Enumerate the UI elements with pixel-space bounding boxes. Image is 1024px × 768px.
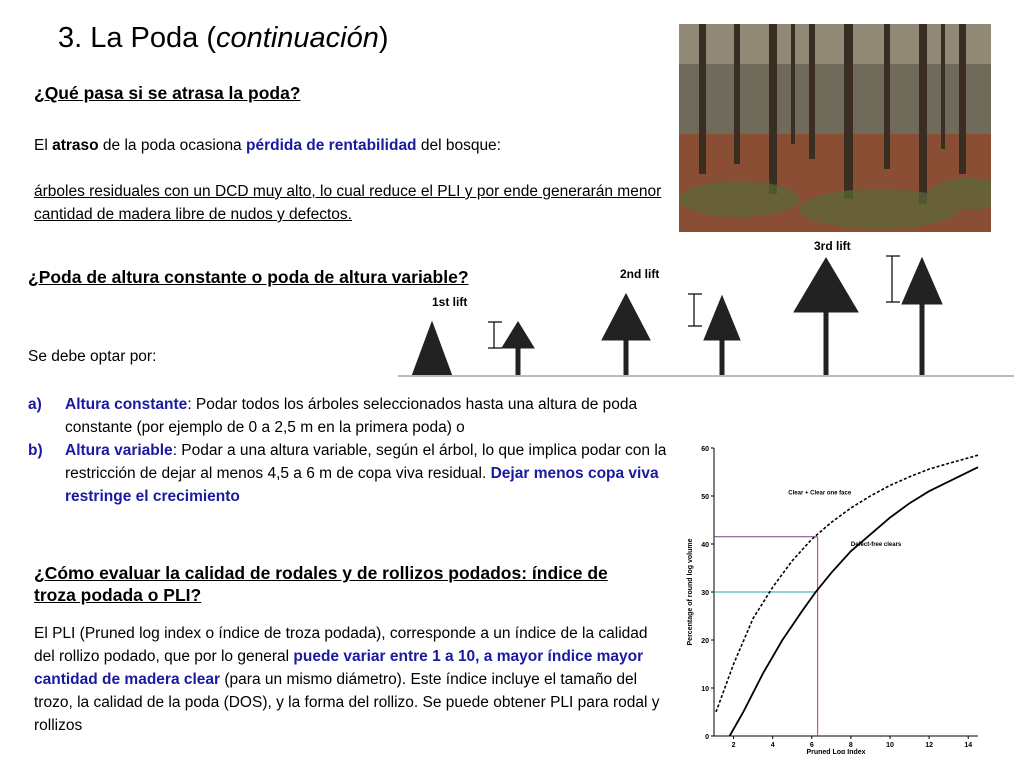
y-tick-label: 50 <box>701 494 709 501</box>
delay-paragraph: El atraso de la poda ocasiona pérdida de rentabilidad del bosque: <box>34 137 501 154</box>
page-title: 3. La Poda (continuación) <box>58 22 389 54</box>
tree-2 <box>502 322 534 348</box>
y-tick-label: 40 <box>701 542 709 549</box>
lift-label-1: 1st lift <box>432 295 468 309</box>
residual-trees-text: árboles residuales con un DCD muy alto, lo cual reduce el PLI y por ende generarán menor cantidad de madera libre de nudos y defectos. <box>34 183 662 223</box>
tree-4 <box>704 296 740 340</box>
x-tick-label: 2 <box>731 742 736 749</box>
tree-6 <box>902 258 942 304</box>
series-label-1: Clear + Clear one face <box>788 490 852 497</box>
pli-chart <box>680 440 980 754</box>
section-heading-delay: ¿Qué pasa si se atrasa la poda? <box>34 83 301 103</box>
y-tick-label: 10 <box>701 686 709 693</box>
tree-5 <box>794 258 858 312</box>
list-item: a) Altura constante: Podar todos los árboles seleccionados hasta una altura de poda constante (por ejemplo de 0 a 2,5 m en la primera poda) o <box>28 396 638 436</box>
y-tick-label: 30 <box>701 590 709 597</box>
section-heading-height: ¿Poda de altura constante o poda de altura variable? <box>28 267 469 287</box>
x-tick-label: 12 <box>925 742 934 749</box>
x-tick-label: 6 <box>809 742 814 749</box>
series-line-2 <box>730 467 978 736</box>
section-heading-pli: ¿Cómo evaluar la calidad de rodales y de rollizos podados: índice de troza podada o PLI? <box>34 563 608 605</box>
x-tick-label: 4 <box>770 742 775 749</box>
y-axis-label: Percentage of round log volume <box>687 538 694 646</box>
forest-illustration <box>679 24 991 232</box>
pli-paragraph: El PLI (Pruned log index o índice de troza podada), corresponde a un índice de la calidad del rollizo podado, que por lo general puede variar entre 1 a 10, a mayor índice mayor cantidad de madera clear (para un mismo diámetro). Este índice incluye el tamaño del trozo, la calidad de la poda (DOS), y la forma del rollizo. Se puede obtener PLI para rodal y rollizos <box>34 625 660 734</box>
x-axis-label: Pruned Log Index <box>806 749 866 754</box>
pruning-lifts-diagram <box>398 236 1014 380</box>
x-tick-label: 8 <box>848 742 853 749</box>
series-label-2: Defect-free clears <box>850 541 902 548</box>
lift-label-3: 3rd lift <box>814 239 851 253</box>
options-intro: Se debe optar por: <box>28 348 157 365</box>
y-tick-label: 60 <box>701 446 709 453</box>
tree-1 <box>412 322 452 376</box>
options-list <box>28 393 678 508</box>
lift-label-2: 2nd lift <box>620 267 660 281</box>
y-tick-label: 20 <box>701 638 709 645</box>
x-tick-label: 14 <box>964 742 973 749</box>
forest-photo <box>679 24 991 232</box>
list-item: b) Altura variable: Podar a una altura variable, según el árbol, lo que implica podar con la restricción de dejar al menos 4,5 a 6 m de copa viva residual. Dejar menos copa viva restringe el crecimiento <box>28 442 667 505</box>
tree-3 <box>602 294 650 340</box>
x-tick-label: 10 <box>886 742 894 749</box>
y-tick-label: 0 <box>705 734 709 741</box>
